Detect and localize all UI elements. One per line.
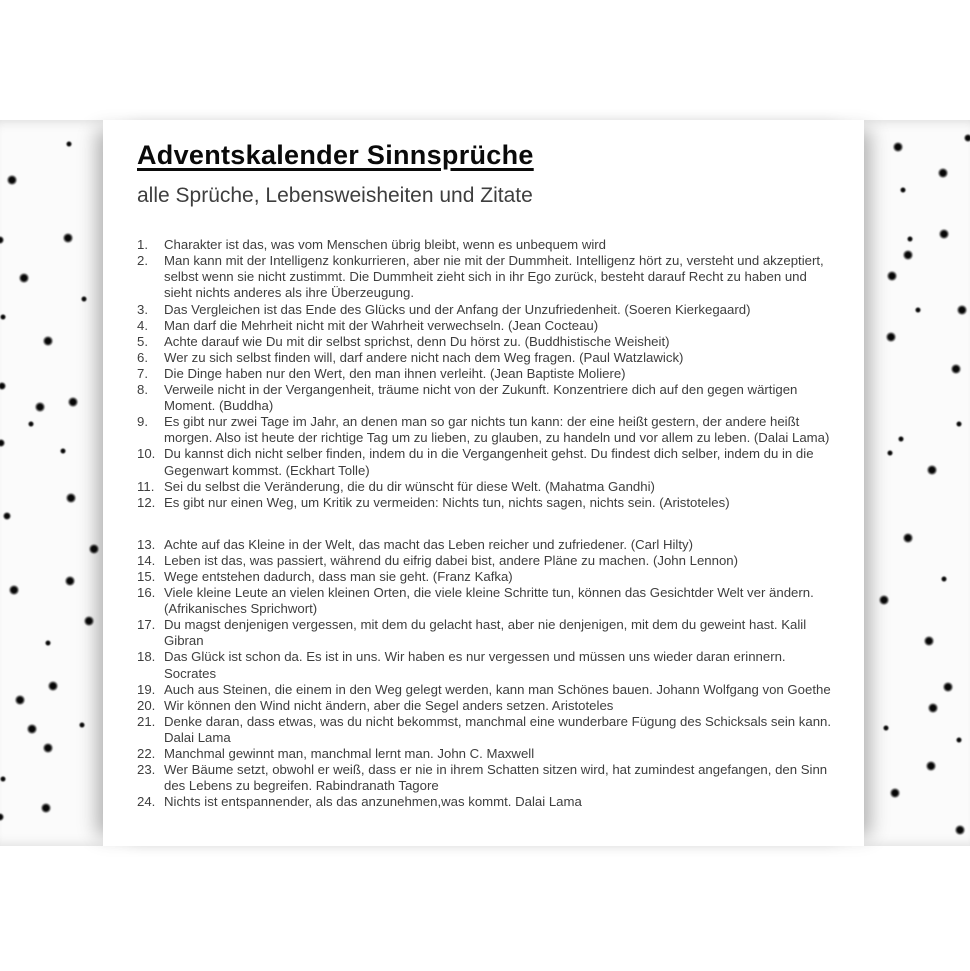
list-item-text: Wer Bäume setzt, obwohl er weiß, dass er nie in ihrem Schatten sitzen wird, hat zumindest angefangen, den Sinn des Lebens zu begreifen. Rabindranath Tagore (164, 762, 828, 794)
list-item-text: Denke daran, dass etwas, was du nicht bekommst, manchmal eine wunderbare Fügung des Schicksals sein kann. Dalai Lama (164, 713, 832, 745)
list-item-number: 11. (137, 478, 155, 494)
list-item-text: Das Vergleichen ist das Ende des Glücks und der Anfang der Unzufriedenheit. (Soeren Kierkegaard) (164, 301, 751, 317)
list-item-number: 5. (137, 333, 148, 349)
list-item-number: 20. (137, 697, 156, 713)
list-item (137, 414, 832, 446)
list-item-number: 1. (137, 237, 148, 253)
list-item-number: 4. (137, 317, 148, 333)
list-item-number: 10. (137, 446, 156, 462)
list-item (137, 237, 832, 253)
list-item-text: Die Dinge haben nur den Wert, den man ihnen verleiht. (Jean Baptiste Moliere) (164, 365, 626, 381)
list-item-text: Achte auf das Kleine in der Welt, das macht das Leben reicher und zufriedener. (Carl Hilty) (164, 536, 693, 552)
list-item-number: 22. (137, 746, 156, 761)
list-item (137, 350, 832, 366)
list-item (137, 682, 832, 698)
list-item-text: Man darf die Mehrheit nicht mit der Wahrheit verwechseln. (Jean Cocteau) (164, 317, 599, 333)
quote-list (137, 237, 832, 810)
list-item-text: Du kannst dich nicht selber finden, indem du in die Vergangenheit gehst. Du findest dich selber, indem du in die Gegenwart kommst. (Eckhart Tolle) (164, 446, 814, 478)
list-item-text: Leben ist das, was passiert, während du eifrig dabei bist, andere Pläne zu machen. (John Lennon) (164, 552, 739, 568)
list-item (137, 585, 832, 617)
document-page (103, 120, 864, 846)
list-item-text: Nichts ist entspannender, als das anzunehmen,was kommt. Dalai Lama (164, 794, 582, 810)
list-item (137, 446, 832, 478)
list-item (137, 366, 832, 382)
list-item (137, 479, 832, 495)
list-item (137, 334, 832, 350)
list-item-text: Es gibt nur einen Weg, um Kritik zu vermeiden: Nichts tun, nichts sagen, nichts sein. (Aristoteles) (164, 494, 730, 510)
list-item (137, 553, 832, 569)
list-item-number: 18. (137, 649, 156, 665)
list-item-text: Sei du selbst die Veränderung, die du dir wünscht für diese Welt. (Mahatma Gandhi) (164, 478, 655, 494)
list-item (137, 495, 832, 511)
page-title: Adventskalender Sinnsprüche (137, 140, 534, 170)
list-item (137, 746, 832, 762)
list-item-number: 3. (137, 301, 148, 317)
list-item (137, 253, 832, 301)
list-item-text: Auch aus Steinen, die einem in den Weg gelegt werden, kann man Schönes bauen. Johann Wolfgang von Goethe (164, 681, 831, 697)
list-item-number: 24. (137, 794, 156, 810)
list-item (137, 714, 832, 746)
list-item-number: 9. (137, 414, 148, 430)
list-item-number: 16. (137, 585, 156, 601)
list-item (137, 698, 832, 714)
list-item-text: Du magst denjenigen vergessen, mit dem du gelacht hast, aber nie denjenigen, mit dem du geweint hast. Kalil Gibran (164, 617, 807, 649)
list-item (137, 649, 832, 681)
list-item (137, 318, 832, 334)
list-item (137, 794, 832, 810)
list-item-text: Wir können den Wind nicht ändern, aber die Segel anders setzen. Aristoteles (164, 697, 614, 713)
list-item (137, 569, 832, 585)
list-item-number: 12. (137, 494, 156, 510)
list-item-number: 13. (137, 536, 156, 552)
list-item-text: Wege entstehen dadurch, dass man sie geht. (Franz Kafka) (164, 568, 513, 584)
page-subtitle: alle Sprüche, Lebensweisheiten und Zitate (137, 184, 533, 208)
list-item (137, 617, 832, 649)
starry-background-band (0, 120, 970, 846)
list-item-text: Wer zu sich selbst finden will, darf andere nicht nach dem Weg fragen. (Paul Watzlawick) (164, 349, 684, 365)
list-item-number: 2. (137, 253, 148, 269)
list-item-text: Charakter ist das, was vom Menschen übrig bleibt, wenn es unbequem wird (164, 237, 607, 253)
list-item (137, 302, 832, 318)
list-item-number: 21. (137, 713, 156, 729)
list-item-text: Man kann mit der Intelligenz konkurrieren, aber nie mit der Dummheit. Intelligenz hört zu, versteht und akzeptiert, selbst wenn sie nicht zustimmt. Die Dummheit zieht sich in ihr Ego zurück, besteht darauf Recht zu haben und sieht nichts anderes als ihre Überzeugung. (164, 253, 824, 301)
list-item (137, 537, 832, 553)
list-item-text: Manchmal gewinnt man, manchmal lernt man. John C. Maxwell (164, 746, 535, 761)
list-item-number: 15. (137, 568, 156, 584)
list-item-number: 14. (137, 552, 156, 568)
list-item-text: Verweile nicht in der Vergangenheit, träume nicht von der Zukunft. Konzentriere dich auf den gegen wärtigen Moment. (Buddha) (164, 382, 798, 414)
list-item-text: Achte darauf wie Du mit dir selbst sprichst, denn Du hörst zu. (Buddhistische Weisheit) (164, 333, 670, 349)
list-item-number: 7. (137, 365, 148, 381)
list-item-number: 23. (137, 762, 156, 778)
list-item (137, 382, 832, 414)
list-item-text: Das Glück ist schon da. Es ist in uns. Wir haben es nur vergessen und müssen uns wieder daran erinnern. Socrates (164, 649, 786, 681)
list-item-number: 19. (137, 681, 156, 697)
list-item-number: 8. (137, 382, 148, 398)
list-item (137, 762, 832, 794)
list-item-text: Viele kleine Leute an vielen kleinen Orten, die viele kleine Schritte tun, können das Gesichtder Welt ver ändern. (Afrikanisches Sprichwort) (164, 585, 814, 617)
list-item-number: 6. (137, 349, 148, 365)
list-item-text: Es gibt nur zwei Tage im Jahr, an denen man so gar nichts tun kann: der eine heißt gestern, der andere heißt morgen. Also ist heute der richtige Tag um zu lieben, zu glauben, zu handeln und vor allem zu leben. (Dalai Lama) (164, 414, 830, 446)
list-item-number: 17. (137, 617, 156, 633)
